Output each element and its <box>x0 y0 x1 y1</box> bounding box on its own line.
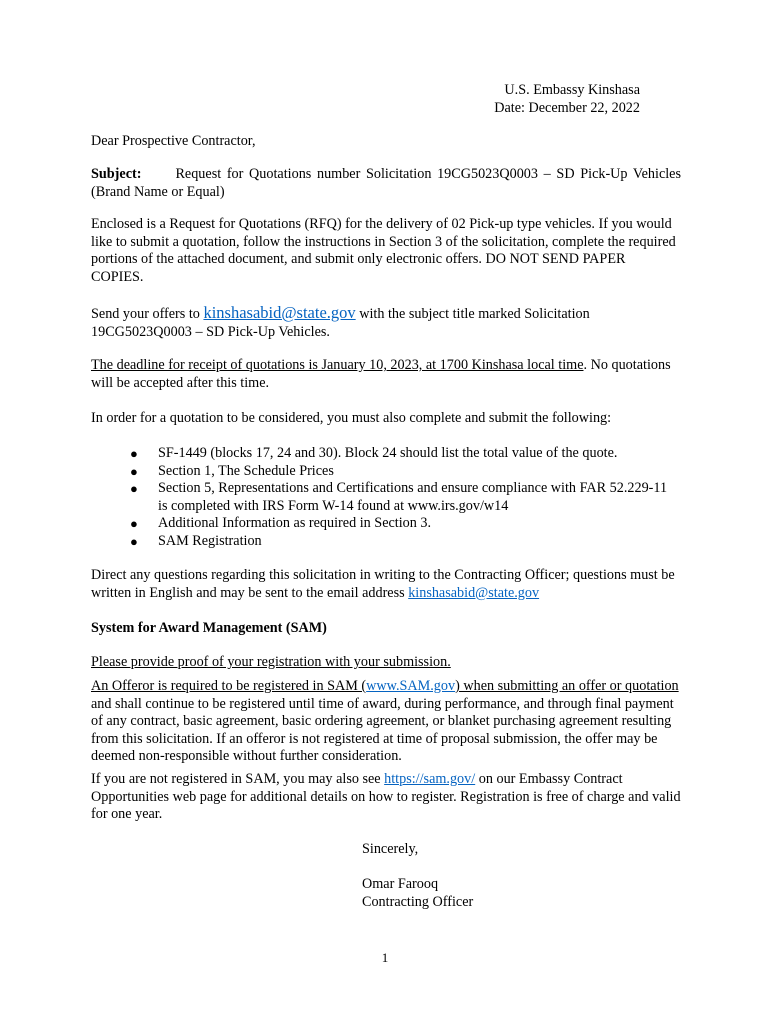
questions-email-link[interactable]: kinshasabid@state.gov <box>408 584 540 601</box>
list-item: ● Section 1, The Schedule Prices <box>130 462 334 479</box>
send-text-after: with the subject title marked Solicitation 19CG5023Q0003 – SD Pick-Up Vehicles. <box>91 306 590 340</box>
bullet-icon: ● <box>130 446 138 461</box>
bullet-icon: ● <box>130 533 138 549</box>
embassy-name: U.S. Embassy Kinshasa <box>504 82 640 98</box>
letter-header <box>91 82 640 117</box>
requirements-intro: In order for a quotation to be considered, you must also complete and submit the following: <box>91 410 612 426</box>
send-text-before: Send your offers to <box>91 306 204 322</box>
list-item: ● SF-1449 (blocks 17, 24 and 30). Block 24 should list the total value of the quote. <box>130 445 618 461</box>
list-item: ● Additional Information as required in Section 3. <box>130 515 432 531</box>
send-offers-paragraph <box>91 304 681 341</box>
signer-name: Omar Farooq <box>362 876 439 892</box>
bullet-icon: ● <box>130 463 138 479</box>
subject-text: Request for Quotations number Solicitation 19CG5023Q0003 – SD Pick-Up Vehicles (Brand Name or Equal) <box>91 166 681 200</box>
list-item: ● Section 5, Representations and Certifications and ensure compliance with FAR 52.229-11 is completed with IRS Form W-14 found at www.irs.gov/w14 <box>130 480 668 514</box>
letter-date: Date: December 22, 2022 <box>494 99 640 116</box>
sam-register-paragraph: If you are not registered in SAM, you may also see https://sam.gov/ on our Embassy Contract Opportunities web page for additional details on how to register. Registration is free of charge and valid for one year. <box>91 771 681 822</box>
salutation: Dear Prospective Contractor, <box>91 133 256 149</box>
page-number: 1 <box>381 950 389 965</box>
bullet-icon: ● <box>130 481 138 496</box>
list-item: ● SAM Registration <box>130 532 262 549</box>
deadline-paragraph <box>91 357 681 392</box>
email-link[interactable]: kinshasabid@state.gov <box>203 303 356 322</box>
sam-gov-link[interactable]: https://sam.gov/ <box>384 771 476 787</box>
requirements-list <box>130 445 670 550</box>
bullet-icon: ● <box>130 516 138 531</box>
sam-link[interactable]: www.SAM.gov <box>366 678 456 694</box>
signer-title: Contracting Officer <box>362 894 474 910</box>
sam-heading: System for Award Management (SAM) <box>91 620 327 636</box>
subject-label: Subject: <box>91 166 142 182</box>
deadline-rest: . No quotations will be accepted after this time. <box>91 357 671 391</box>
intro-paragraph: Enclosed is a Request for Quotations (RFQ) for the delivery of 02 Pick-up type vehicles. If you would like to submit a quotation, follow the instructions in Section 3 of the solicitation, complete the required portions of the attached document, and submit only electronic offers. DO NOT SEND PAPER COPIES. <box>91 216 676 285</box>
closing-sincerely: Sincerely, <box>362 841 419 857</box>
deadline-text: The deadline for receipt of quotations is January 10, 2023, at 1700 Kinshasa local time <box>91 357 584 373</box>
subject-line <box>91 166 681 201</box>
sam-requirement-paragraph: An Offeror is required to be registered in SAM (www.SAM.gov) when submitting an offer or quotation and shall continue to be registered until time of award, during performance, and through final payment of any contract, basic agreement, basic ordering agreement, or blanket purchasing agreement resulting from this solicitation. If an offeror is not registered at time of proposal submission, the offer may be deemed non-responsible without further consideration. <box>91 678 679 764</box>
questions-paragraph: Direct any questions regarding this solicitation in writing to the Contracting Officer; questions must be written in English and may be sent to the email address kinshasabid@state.gov <box>91 567 675 601</box>
sam-proof-text: Please provide proof of your registration with your submission. <box>91 654 451 670</box>
